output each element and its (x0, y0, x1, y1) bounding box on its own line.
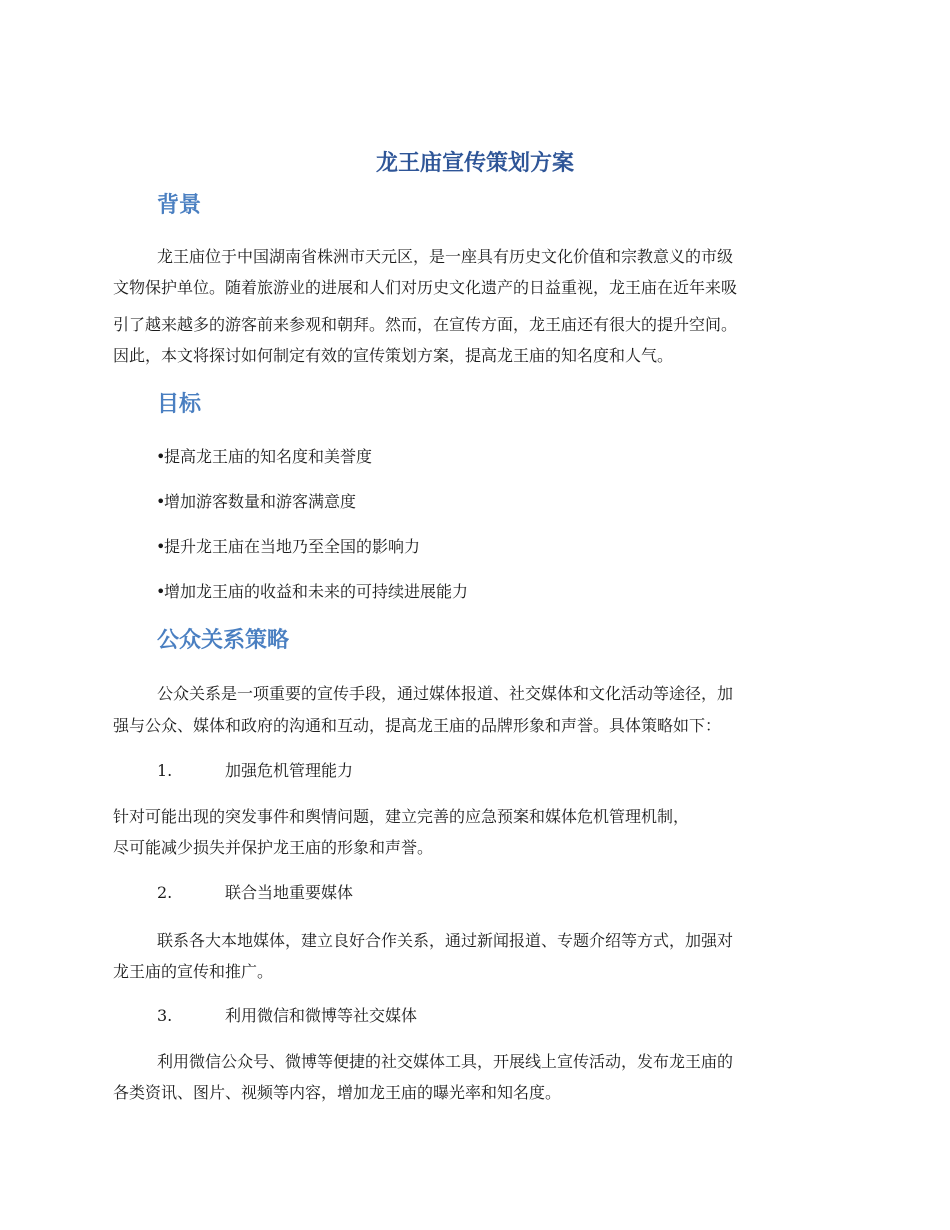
numbered-item (157, 757, 353, 785)
list-item (156, 578, 468, 606)
item-label: 利用微信和微博等社交媒体 (225, 1006, 418, 1025)
bullet-icon: • (156, 537, 166, 556)
paragraph-line: 龙王庙位于中国湖南省株洲市天元区，是一座具有历史文化价值和宗教意义的市级 (157, 247, 734, 266)
list-item (156, 443, 372, 471)
paragraph-line: 因此，本文将探讨如何制定有效的宣传策划方案，提高龙王庙的知名度和人气。 (113, 346, 674, 365)
paragraph-line: 龙王庙的宣传和推广。 (113, 962, 274, 981)
item-number: 1. (157, 761, 173, 780)
list-item-text: 增加龙王庙的收益和未来的可持续进展能力 (164, 582, 469, 601)
item-number: 3. (157, 1006, 173, 1025)
item-number: 2. (157, 883, 173, 902)
paragraph-line: 各类资讯、图片、视频等内容，增加龙王庙的曝光率和知名度。 (113, 1083, 562, 1102)
section-heading-pr: 公众关系策略 (157, 628, 290, 653)
numbered-item (157, 879, 353, 907)
document-title: 龙王庙宣传策划方案 (375, 151, 574, 176)
paragraph-line: 引了越来越多的游客前来参观和朝拜。然而，在宣传方面，龙王庙还有很大的提升空间。 (113, 315, 738, 334)
list-item-text: 提升龙王庙在当地乃至全国的影响力 (164, 537, 421, 556)
list-item (156, 533, 420, 561)
list-item-text: 提高龙王庙的知名度和美誉度 (164, 447, 373, 466)
item-label: 加强危机管理能力 (225, 761, 354, 780)
list-item (156, 488, 356, 516)
section-heading-background: 背景 (157, 193, 202, 218)
paragraph-line: 尽可能减少损失并保护龙王庙的形象和声誉。 (113, 838, 434, 857)
paragraph-line: 强与公众、媒体和政府的沟通和互动，提高龙王庙的品牌形象和声誉。具体策略如下： (113, 716, 722, 735)
numbered-item (157, 1002, 417, 1030)
bullet-icon: • (156, 447, 166, 466)
item-label: 联合当地重要媒体 (225, 883, 354, 902)
bullet-icon: • (156, 582, 166, 601)
paragraph-line: 利用微信公众号、微博等便捷的社交媒体工具，开展线上宣传活动，发布龙王庙的 (157, 1052, 734, 1071)
paragraph-line: 针对可能出现的突发事件和舆情问题，建立完善的应急预案和媒体危机管理机制， (113, 807, 690, 826)
paragraph-line: 文物保护单位。随着旅游业的进展和人们对历史文化遗产的日益重视，龙王庙在近年来吸 (113, 278, 738, 297)
section-heading-goals: 目标 (157, 392, 202, 417)
paragraph-line: 联系各大本地媒体，建立良好合作关系，通过新闻报道、专题介绍等方式，加强对 (157, 931, 734, 950)
bullet-icon: • (156, 492, 166, 511)
paragraph-line: 公众关系是一项重要的宣传手段，通过媒体报道、社交媒体和文化活动等途径，加 (157, 684, 734, 703)
list-item-text: 增加游客数量和游客满意度 (164, 492, 357, 511)
